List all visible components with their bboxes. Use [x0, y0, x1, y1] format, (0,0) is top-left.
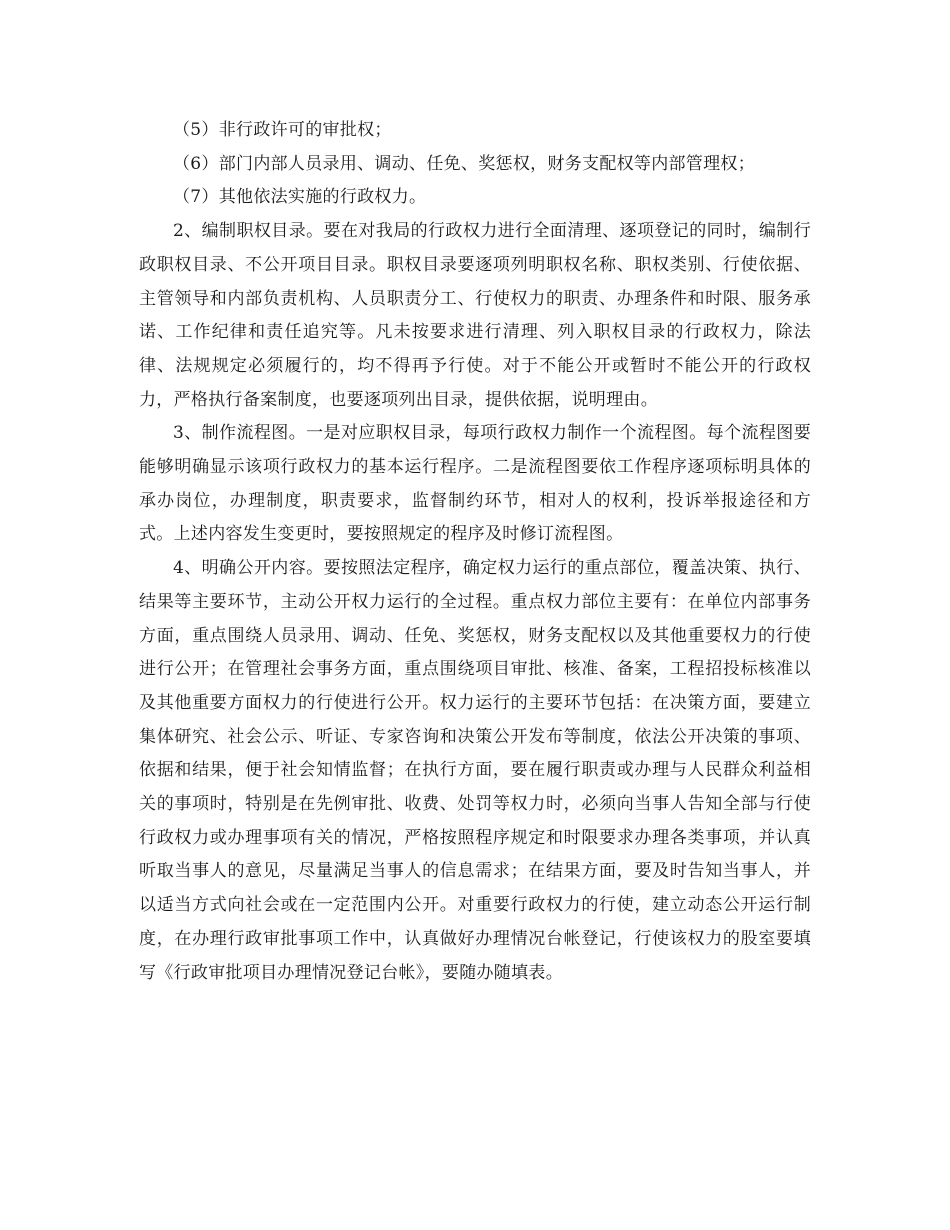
- paragraph-disclosure-content: 4、明确公开内容。要按照法定程序，确定权力运行的重点部位，覆盖决策、执行、结果等主要环节，主动公开权力运行的全过程。重点权力部位主要有：在单位内部事务方面，重点围绕人员录用、调动、任免、奖惩权，财务支配权以及其他重要权力的行使进行公开；在管理社会事务方面，重点围绕项目审批、核准、备案，工程招投标核准以及其他重要方面权力的行使进行公开。权力运行的主要环节包括：在决策方面，要建立集体研究、社会公示、听证、专家咨询和决策公开发布等制度，依法公开决策的事项、依据和结果，便于社会知情监督；在执行方面，要在履行职责或办理与人民群众利益相关的事项时，特别是在先例审批、收费、处罚等权力时，必须向当事人告知全部与行使行政权力或办理事项有关的情况，严格按照程序规定和时限要求办理各类事项，并认真听取当事人的意见，尽量满足当事人的信息需求；在结果方面，要及时告知当事人，并以适当方式向社会或在一定范围内公开。对重要行政权力的行使，建立动态公开运行制度，在办理行政审批事项工作中，认真做好办理情况台帐登记，行使该权力的股室要填写《行政审批项目办理情况登记台帐》，要随办随填表。: [139, 558, 811, 983]
- list-item-7: （7）其他依法实施的行政权力。: [173, 187, 427, 208]
- paragraph-compile-catalog: 2、编制职权目录。要在对我局的行政权力进行全面清理、逐项登记的同时，编制行政职权目录、不公开项目目录。职权目录要逐项列明职权名称、职权类别、行使依据、主管领导和内部负责机构、人员职责分工、行使权力的职责、办理条件和时限、服务承诺、工作纪律和责任追究等。凡未按要求进行清理、列入职权目录的行政权力，除法律、法规规定必须履行的，均不得再予行使。对于不能公开或暂时不能公开的行政权力，严格执行备案制度，也要逐项列出目录，提供依据，说明理由。: [139, 221, 811, 410]
- document-body: [139, 114, 811, 990]
- list-item-5: （5）非行政许可的审批权；: [173, 120, 392, 140]
- list-item-6: （6）部门内部人员录用、调动、任免、奖惩权，财务支配权等内部管理权；: [173, 153, 756, 174]
- paragraph-flowchart: 3、制作流程图。一是对应职权目录，每项行政权力制作一个流程图。每个流程图要能够明确显示该项行政权力的基本运行程序。二是流程图要依工作程序逐项标明具体的承办岗位，办理制度，职责要求，监督制约环节，相对人的权利，投诉举报途径和方式。上述内容发生变更时，要按照规定的程序及时修订流程图。: [139, 423, 811, 545]
